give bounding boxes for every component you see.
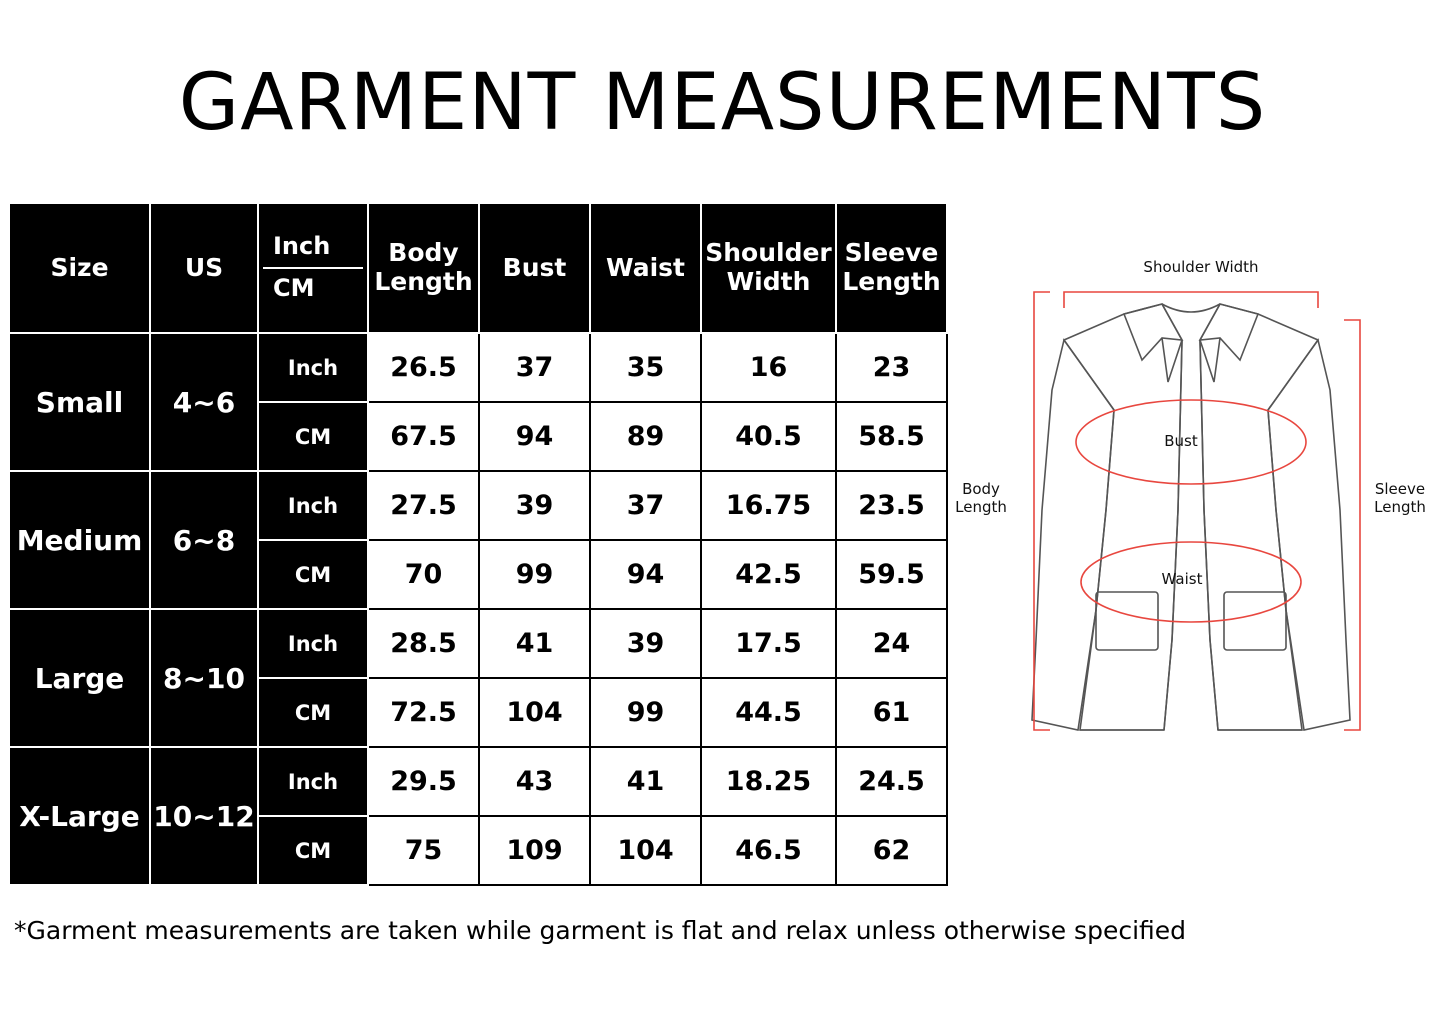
garment-illustration-svg xyxy=(946,210,1436,910)
cell-us: 8~10 xyxy=(150,609,258,747)
cell-unit: CM xyxy=(258,402,368,471)
table-header-row xyxy=(9,203,947,333)
cell-waist: 41 xyxy=(590,747,701,816)
cell-us: 10~12 xyxy=(150,747,258,885)
cell-bust: 104 xyxy=(479,678,590,747)
measurements-table xyxy=(8,202,948,886)
cell-sleeve-length: 62 xyxy=(836,816,947,885)
cell-shoulder-width: 17.5 xyxy=(701,609,836,678)
header-bust: Bust xyxy=(479,203,590,333)
cell-body-length: 27.5 xyxy=(368,471,479,540)
cell-waist: 89 xyxy=(590,402,701,471)
measurements-table-container xyxy=(8,202,946,886)
cell-waist: 39 xyxy=(590,609,701,678)
cell-body-length: 67.5 xyxy=(368,402,479,471)
cell-sleeve-length: 58.5 xyxy=(836,402,947,471)
cell-unit: Inch xyxy=(258,747,368,816)
cell-waist: 35 xyxy=(590,333,701,402)
cell-sleeve-length: 24 xyxy=(836,609,947,678)
cell-unit: Inch xyxy=(258,333,368,402)
header-unit-cm: CM xyxy=(273,274,315,302)
cell-waist: 37 xyxy=(590,471,701,540)
page-title: GARMENT MEASUREMENTS xyxy=(178,58,1267,148)
cell-sleeve-length: 23 xyxy=(836,333,947,402)
header-body-length: Body Length xyxy=(368,203,479,333)
cell-bust: 39 xyxy=(479,471,590,540)
cell-shoulder-width: 16.75 xyxy=(701,471,836,540)
cell-shoulder-width: 44.5 xyxy=(701,678,836,747)
cell-bust: 99 xyxy=(479,540,590,609)
table-row xyxy=(9,471,947,540)
cell-body-length: 26.5 xyxy=(368,333,479,402)
cell-unit: CM xyxy=(258,678,368,747)
cell-unit: CM xyxy=(258,540,368,609)
cell-waist: 94 xyxy=(590,540,701,609)
table-row xyxy=(9,747,947,816)
table-row xyxy=(9,333,947,402)
cell-unit: Inch xyxy=(258,609,368,678)
cell-bust: 109 xyxy=(479,816,590,885)
cell-size: Medium xyxy=(9,471,150,609)
cell-sleeve-length: 59.5 xyxy=(836,540,947,609)
cell-shoulder-width: 46.5 xyxy=(701,816,836,885)
cell-unit: Inch xyxy=(258,471,368,540)
cell-body-length: 75 xyxy=(368,816,479,885)
cell-size: Large xyxy=(9,609,150,747)
cell-body-length: 28.5 xyxy=(368,609,479,678)
diagram-label-body-length: Body Length xyxy=(955,480,1007,516)
diagram-label-shoulder-width: Shoulder Width xyxy=(1143,258,1259,276)
diagram-label-sleeve-length: Sleeve Length xyxy=(1374,480,1426,516)
jacket-outline-icon xyxy=(1032,304,1350,730)
cell-us: 6~8 xyxy=(150,471,258,609)
header-sleeve-length: Sleeve Length xyxy=(836,203,947,333)
header-unit-inch: Inch xyxy=(263,233,363,269)
cell-sleeve-length: 24.5 xyxy=(836,747,947,816)
cell-waist: 104 xyxy=(590,816,701,885)
cell-body-length: 70 xyxy=(368,540,479,609)
cell-us: 4~6 xyxy=(150,333,258,471)
cell-sleeve-length: 61 xyxy=(836,678,947,747)
cell-body-length: 29.5 xyxy=(368,747,479,816)
cell-bust: 41 xyxy=(479,609,590,678)
diagram-label-waist: Waist xyxy=(1161,570,1203,588)
cell-waist: 99 xyxy=(590,678,701,747)
header-shoulder-width: Shoulder Width xyxy=(701,203,836,333)
header-unit xyxy=(258,203,368,333)
header-waist: Waist xyxy=(590,203,701,333)
cell-bust: 37 xyxy=(479,333,590,402)
cell-size: X-Large xyxy=(9,747,150,885)
cell-size: Small xyxy=(9,333,150,471)
cell-shoulder-width: 16 xyxy=(701,333,836,402)
diagram-label-bust: Bust xyxy=(1164,432,1198,450)
table-row xyxy=(9,609,947,678)
header-us: US xyxy=(150,203,258,333)
garment-diagram xyxy=(946,210,1436,910)
cell-unit: CM xyxy=(258,816,368,885)
cell-shoulder-width: 18.25 xyxy=(701,747,836,816)
cell-shoulder-width: 40.5 xyxy=(701,402,836,471)
cell-sleeve-length: 23.5 xyxy=(836,471,947,540)
cell-bust: 94 xyxy=(479,402,590,471)
header-size: Size xyxy=(9,203,150,333)
cell-bust: 43 xyxy=(479,747,590,816)
measurement-guides-icon xyxy=(1034,292,1360,730)
footnote-text: *Garment measurements are taken while garment is flat and relax unless otherwise specified xyxy=(14,916,1187,945)
cell-body-length: 72.5 xyxy=(368,678,479,747)
cell-shoulder-width: 42.5 xyxy=(701,540,836,609)
